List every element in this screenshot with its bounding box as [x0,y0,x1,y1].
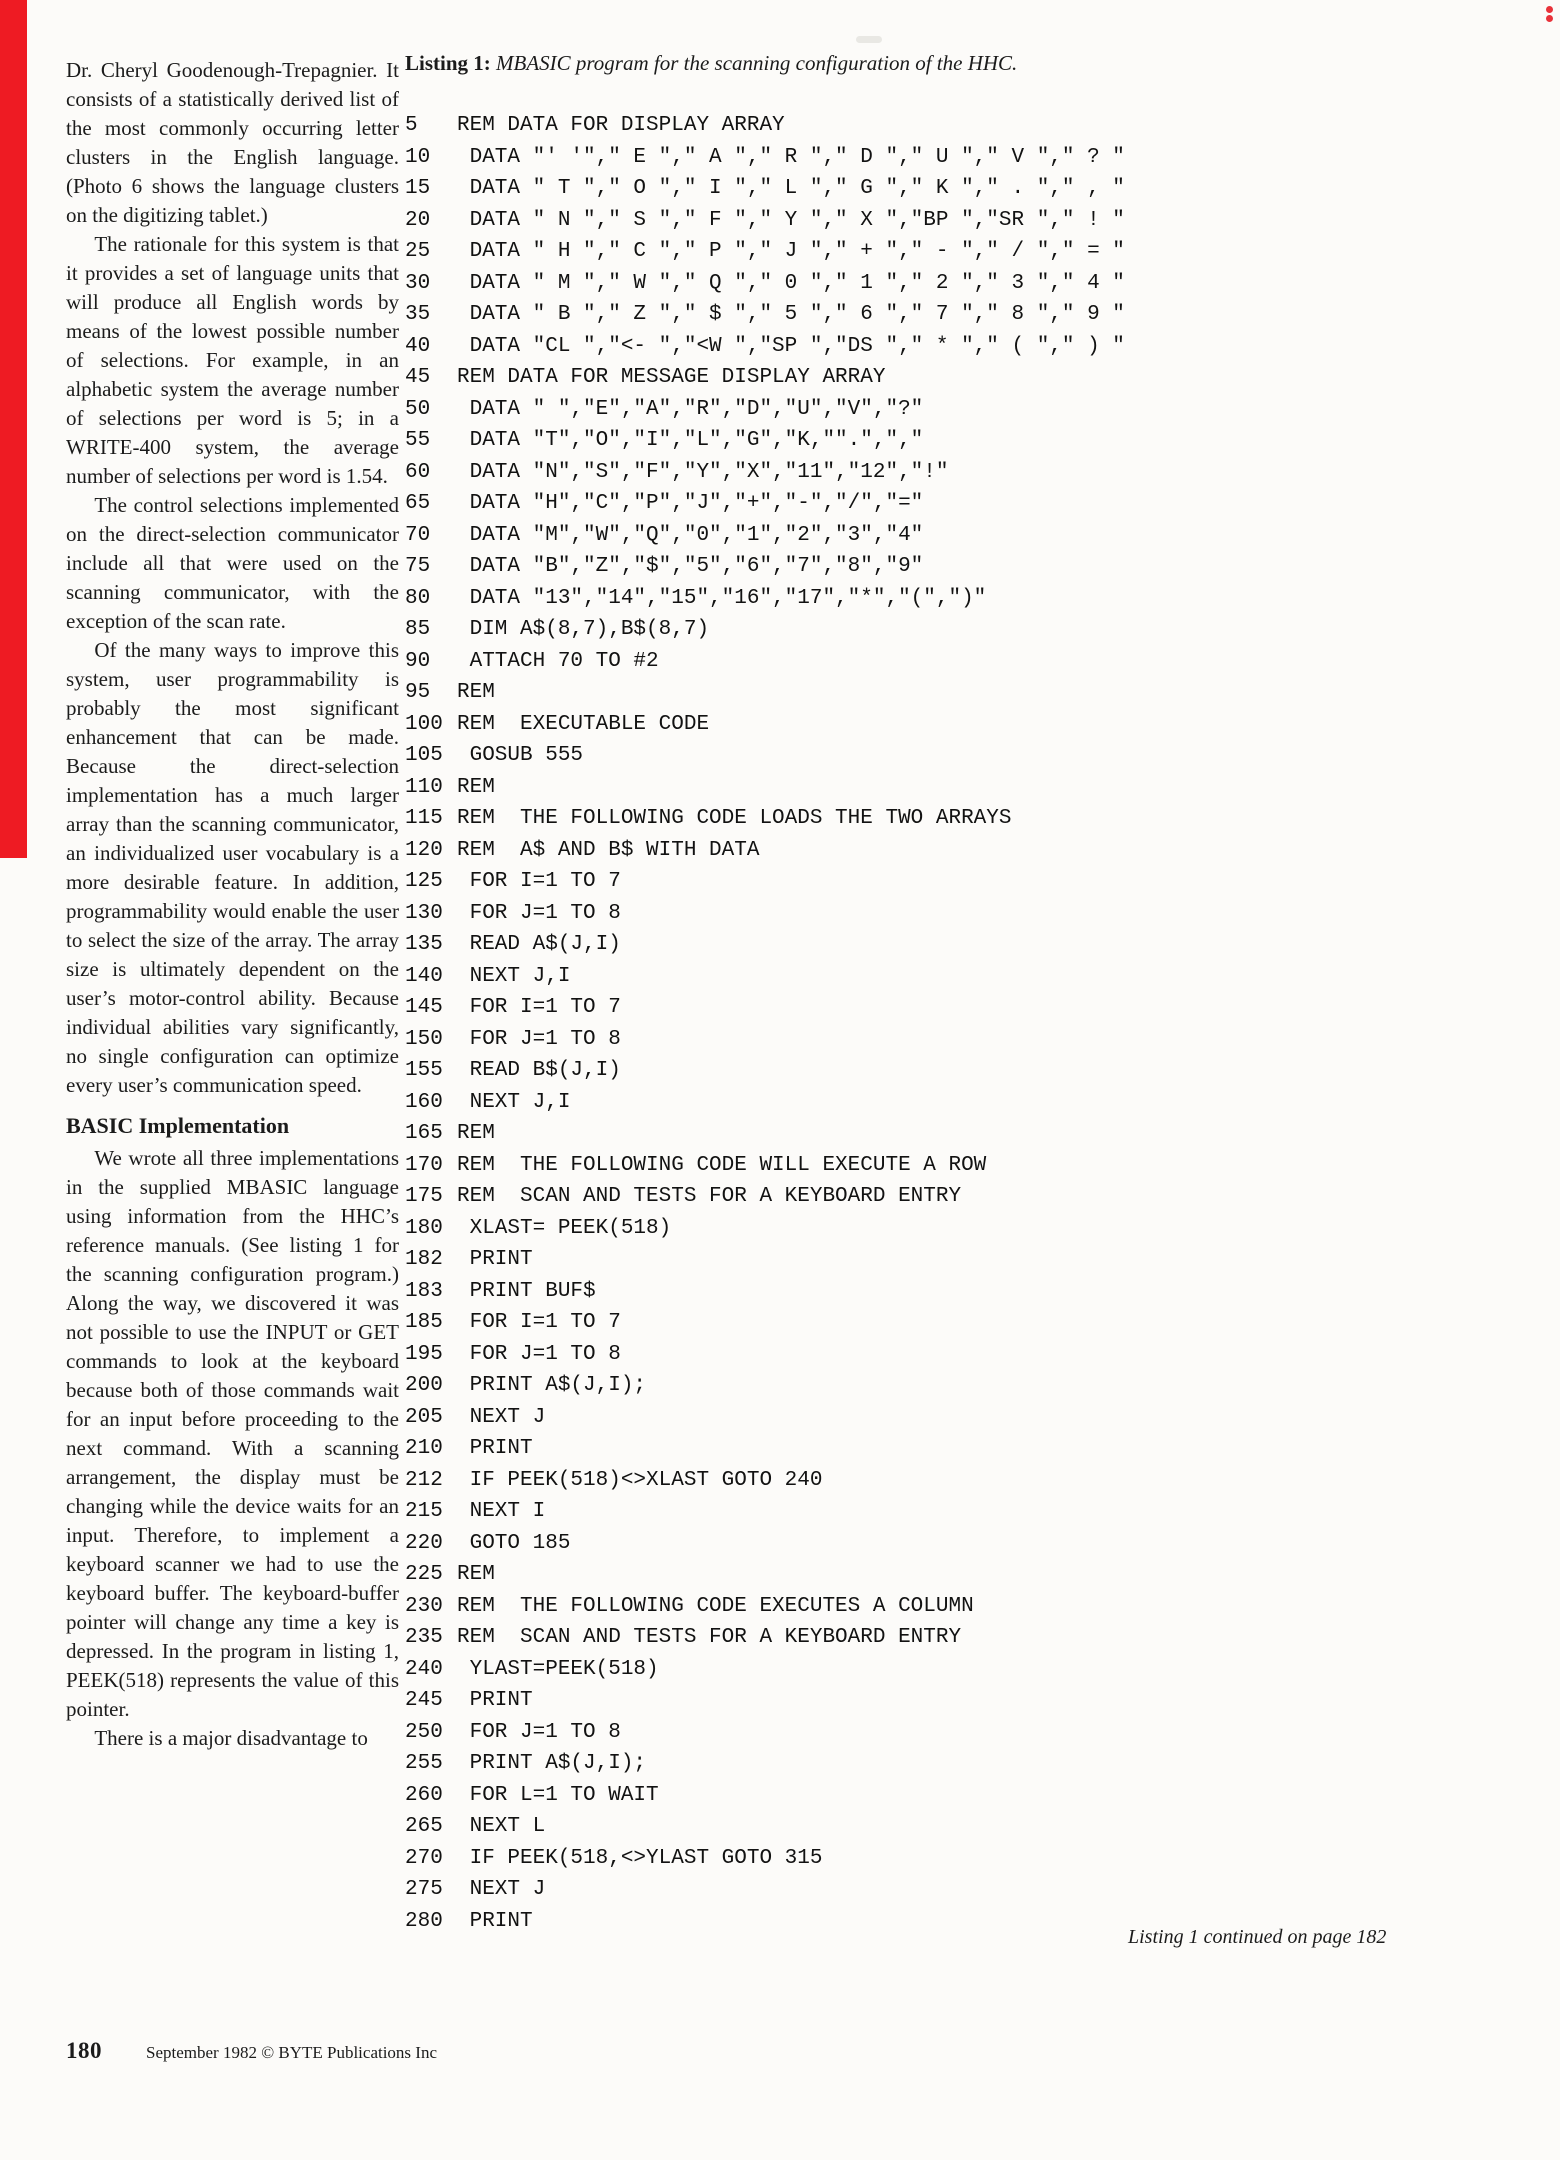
code-line [405,1465,1515,1497]
line-code: NEXT L [457,1815,546,1838]
line-number: 275 [405,1878,443,1901]
code-line [405,929,1515,961]
line-code: GOTO 185 [457,1531,571,1555]
listing-caption-label: Listing 1: [405,51,491,75]
code-line [405,1717,1515,1749]
line-number: 225 [405,1563,443,1586]
line-number: 160 [405,1090,443,1114]
code-line [405,362,1515,394]
paragraph: There is a major disadvantage to [94,1726,368,1750]
line-number: 212 [405,1468,443,1492]
line-number: 175 [405,1185,443,1208]
line-code: DATA "T","O","I","L","G","K,"".","," [457,429,924,452]
line-code: REM [457,775,495,799]
code-line [405,1748,1515,1780]
line-code: REM DATA FOR DISPLAY ARRAY [457,114,785,137]
line-number: 195 [405,1342,443,1366]
line-code: DATA " M "," W "," Q "," 0 "," 1 "," 2 "," 3 "," 4 " [457,271,1125,295]
line-number: 110 [405,775,443,799]
line-code: PRINT [457,1689,533,1712]
code-line [405,394,1515,426]
article-lead-paragraph: Dr. Cheryl Goodenough-Trepagnier. It consists of a statistically derived list of the most commonly occurring letter clusters in the English language. (Photo 6 shows the language clusters on the digitizing tablet.) [66,58,399,227]
page-edge-red-bar [0,0,27,858]
line-code: NEXT J,I [457,1090,571,1114]
article-paragraphs [66,230,399,1100]
code-line [405,740,1515,772]
code-line [405,1559,1515,1591]
line-code: REM THE FOLLOWING CODE EXECUTES A COLUMN [457,1594,974,1618]
line-number: 95 [405,681,431,704]
line-number: 260 [405,1783,443,1807]
line-number: 145 [405,996,443,1019]
code-line [405,961,1515,993]
line-code: FOR L=1 TO WAIT [457,1783,659,1807]
code-line [405,551,1515,583]
code-line [405,457,1515,489]
code-line [405,1024,1515,1056]
line-number: 200 [405,1374,443,1397]
line-number: 85 [405,618,431,641]
code-line [405,1874,1515,1906]
line-code: REM [457,1563,495,1586]
code-line [405,1496,1515,1528]
line-code: READ B$(J,I) [457,1059,621,1082]
code-line [405,1591,1515,1623]
line-number: 255 [405,1752,443,1775]
line-number: 5 [405,114,418,137]
line-number: 120 [405,838,443,862]
line-number: 135 [405,933,443,956]
code-line [405,835,1515,867]
line-number: 10 [405,145,431,169]
line-number: 210 [405,1437,443,1460]
line-code: NEXT J,I [457,964,571,988]
code-line [405,709,1515,741]
line-number: 100 [405,712,443,736]
code-line [405,1244,1515,1276]
code-line [405,614,1515,646]
line-number: 25 [405,240,431,263]
line-number: 65 [405,492,431,515]
line-code: PRINT [457,1248,533,1271]
code-line [405,1780,1515,1812]
article-column [66,56,399,1753]
code-line [405,1339,1515,1371]
line-code: IF PEEK(518)<>XLAST GOTO 240 [457,1468,823,1492]
line-code: DATA "H","C","P","J","+","-","/","=" [457,492,924,515]
code-line [405,425,1515,457]
line-number: 180 [405,1216,443,1240]
line-number: 235 [405,1626,443,1649]
code-line [405,1843,1515,1875]
line-number: 150 [405,1027,443,1051]
line-code: REM SCAN AND TESTS FOR A KEYBOARD ENTRY [457,1626,962,1649]
code-line [405,488,1515,520]
line-code: DATA "B","Z","$","5","6","7","8","9" [457,555,924,578]
code-line [405,173,1515,205]
line-code: DATA "N","S","F","Y","X","11","12","!" [457,460,949,484]
line-code: YLAST=PEEK(518) [457,1657,659,1681]
code-line [405,1622,1515,1654]
line-number: 105 [405,744,443,767]
line-code: FOR I=1 TO 7 [457,1311,621,1334]
line-number: 240 [405,1657,443,1681]
line-number: 170 [405,1153,443,1177]
line-code: DATA "M","W","Q","0","1","2","3","4" [457,523,924,547]
line-number: 265 [405,1815,443,1838]
line-code: PRINT [457,1437,533,1460]
code-line [405,268,1515,300]
section-heading: BASIC Implementation [66,1113,290,1138]
page-footer [66,2038,437,2064]
code-line [405,1087,1515,1119]
code-line [405,583,1515,615]
code-line [405,1118,1515,1150]
line-code: XLAST= PEEK(518) [457,1216,672,1240]
line-code: DATA " ","E","A","R","D","U","V","?" [457,397,924,421]
line-code: FOR I=1 TO 7 [457,870,621,893]
code-line [405,142,1515,174]
line-code: DATA " B "," Z "," $ "," 5 "," 6 "," 7 "," 8 "," 9 " [457,303,1125,326]
line-number: 130 [405,901,443,925]
code-line [405,205,1515,237]
line-number: 75 [405,555,431,578]
code-line [405,1276,1515,1308]
line-code: IF PEEK(518,<>YLAST GOTO 315 [457,1846,823,1870]
line-number: 90 [405,649,431,673]
paragraph: The control selections implemented on the direct-selection communicator include all that were used on the scanning communicator, with the exception of the scan rate. [66,493,399,633]
code-line [405,866,1515,898]
code-line [405,1150,1515,1182]
line-code: DATA "13","14","15","16","17","*","(",")" [457,586,987,610]
paragraph: We wrote all three implementations in the supplied MBASIC language using information from the HHC’s reference manuals. (See listing 1 for the scanning configuration program.) Along the way, we discovered it was not possible to use the INPUT or GET commands to look at the keyboard because both of those commands wait for an input before proceeding to the next command. With a scanning arrangement, the display must be changing while the device waits for an input. Therefore, to implement a keyboard scanner we had to use the keyboard buffer. The keyboard-buffer pointer will change any time a key is depressed. In the program in listing 1, PEEK(518) represents the value of this pointer. [66,1146,399,1721]
code-line [405,992,1515,1024]
line-number: 40 [405,334,431,358]
line-code: DATA "' '"," E "," A "," R "," D "," U "," V "," ? " [457,145,1125,169]
line-number: 20 [405,208,431,232]
code-line [405,1433,1515,1465]
code-line [405,646,1515,678]
line-number: 60 [405,460,431,484]
line-code: REM A$ AND B$ WITH DATA [457,838,760,862]
code-line [405,236,1515,268]
line-number: 70 [405,523,431,547]
line-number: 280 [405,1909,443,1933]
code-line [405,331,1515,363]
line-code: FOR I=1 TO 7 [457,996,621,1019]
code-line [405,299,1515,331]
code-line [405,1528,1515,1560]
code-line [405,1181,1515,1213]
code-listing [405,50,1515,1937]
scan-smudge [856,36,882,43]
line-code: REM [457,681,495,704]
page-number: 180 [66,2038,102,2063]
line-code: FOR J=1 TO 8 [457,1027,621,1051]
line-code: PRINT [457,1909,533,1933]
line-code: DATA "CL ","<- ","<W ","SP ","DS "," * "," ( "," ) " [457,334,1125,358]
line-code: PRINT A$(J,I); [457,1374,647,1397]
line-number: 140 [405,964,443,988]
code-line [405,1213,1515,1245]
line-code: REM THE FOLLOWING CODE WILL EXECUTE A ROW [457,1153,987,1177]
footer-text: September 1982 © BYTE Publications Inc [146,2043,438,2062]
code-line [405,1685,1515,1717]
line-code: PRINT A$(J,I); [457,1752,647,1775]
line-number: 220 [405,1531,443,1555]
code-line [405,1654,1515,1686]
line-code: DATA " N "," S "," F "," Y "," X ","BP ","SR "," ! " [457,208,1125,232]
line-number: 155 [405,1059,443,1082]
code-line [405,1811,1515,1843]
line-code: READ A$(J,I) [457,933,621,956]
line-code: ATTACH 70 TO #2 [457,649,659,673]
line-number: 45 [405,366,431,389]
line-code: DATA " T "," O "," I "," L "," G "," K "," . "," , " [457,177,1125,200]
line-number: 182 [405,1248,443,1271]
code-line [405,772,1515,804]
code-line [405,803,1515,835]
line-code: REM EXECUTABLE CODE [457,712,710,736]
line-number: 245 [405,1689,443,1712]
scan-artifact-dots [1542,4,1558,24]
code-line [405,898,1515,930]
line-number: 250 [405,1720,443,1744]
line-number: 183 [405,1279,443,1303]
listing-caption [405,50,1515,76]
line-number: 115 [405,807,443,830]
line-code: REM THE FOLLOWING CODE LOADS THE TWO ARRAYS [457,807,1012,830]
code-line [405,520,1515,552]
line-number: 230 [405,1594,443,1618]
line-code: REM [457,1122,495,1145]
line-code: FOR J=1 TO 8 [457,1342,621,1366]
paragraph: Of the many ways to improve this system, user programmability is probably the most significant enhancement that can be made. Because the direct-selection implementation has a much larger array than the scanning communicator, an individualized user vocabulary is a more desirable feature. In addition, programmability would enable the user to select the size of the array. The array size is ultimately dependent on the user’s motor-control ability. Because individual abilities vary significantly, no single configuration can optimize every user’s communication speed. [66,638,399,1097]
line-number: 30 [405,271,431,295]
listing-caption-text: MBASIC program for the scanning configuration of the HHC. [496,51,1018,75]
listing-continuation-note: Listing 1 continued on page 182 [1128,1926,1387,1948]
line-number: 35 [405,303,431,326]
line-code: FOR J=1 TO 8 [457,901,621,925]
code-line [405,1402,1515,1434]
line-code: DATA " H "," C "," P "," J "," + "," - "," / "," = " [457,240,1125,263]
line-number: 50 [405,397,431,421]
line-code: FOR J=1 TO 8 [457,1720,621,1744]
code-block [405,110,1515,1937]
code-line [405,1370,1515,1402]
line-number: 80 [405,586,431,610]
code-line [405,110,1515,142]
line-number: 205 [405,1405,443,1429]
paragraph: The rationale for this system is that it provides a set of language units that will produce all English words by means of the lowest possible number of selections. For example, in an alphabetic system the average number of selections per word is 5; in a WRITE-400 system, the average number of selections per word is 1.54. [66,232,399,488]
article-paragraphs [66,1144,399,1753]
line-number: 270 [405,1846,443,1870]
line-code: GOSUB 555 [457,744,584,767]
line-code: REM DATA FOR MESSAGE DISPLAY ARRAY [457,366,886,389]
line-code: DIM A$(8,7),B$(8,7) [457,618,710,641]
line-code: NEXT J [457,1405,546,1429]
line-number: 15 [405,177,431,200]
line-code: REM SCAN AND TESTS FOR A KEYBOARD ENTRY [457,1185,962,1208]
line-number: 185 [405,1311,443,1334]
line-code: PRINT BUF$ [457,1279,596,1303]
line-number: 125 [405,870,443,893]
line-code: NEXT J [457,1878,546,1901]
line-code: NEXT I [457,1500,546,1523]
code-line [405,1307,1515,1339]
code-line [405,677,1515,709]
code-line [405,1055,1515,1087]
line-number: 55 [405,429,431,452]
line-number: 215 [405,1500,443,1523]
line-number: 165 [405,1122,443,1145]
